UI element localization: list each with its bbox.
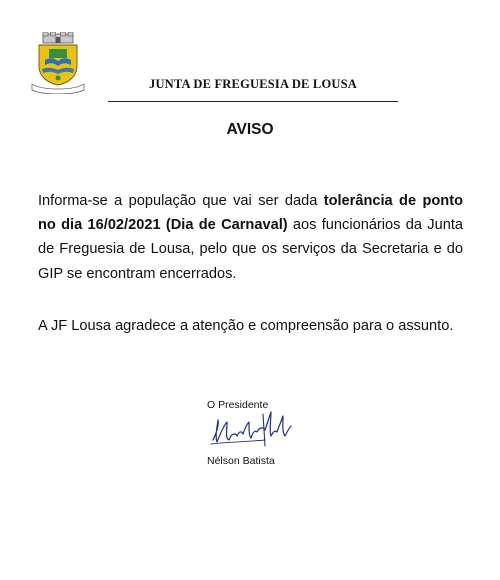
document-title: AVISO bbox=[226, 121, 274, 138]
signer-role: O Presidente bbox=[207, 399, 269, 411]
notice-text-part3: aos funcionários da Junta de Freguesia de Lousa, pelo que os serviços da Secretaria e do GIP se encontram encerrados. bbox=[38, 217, 463, 282]
motto-ribbon bbox=[32, 84, 84, 94]
header-divider bbox=[108, 101, 398, 102]
thanks-paragraph: A JF Lousa agradece a atenção e compreensão para o assunto. bbox=[38, 318, 454, 334]
coat-of-arms-logo bbox=[30, 32, 86, 94]
organization-name: JUNTA DE FREGUESIA DE LOUSA bbox=[149, 77, 357, 91]
shield bbox=[39, 45, 77, 85]
notice-text-bold: tolerância de ponto no dia 16/02/2021 (Dia de Carnaval) bbox=[38, 193, 463, 234]
handwritten-signature bbox=[205, 402, 300, 452]
mural-crown bbox=[43, 32, 73, 43]
notice-paragraph bbox=[38, 189, 463, 286]
signer-name: Nélson Batista bbox=[207, 455, 275, 467]
notice-text-part1: Informa-se a população que vai ser dada bbox=[38, 193, 324, 209]
